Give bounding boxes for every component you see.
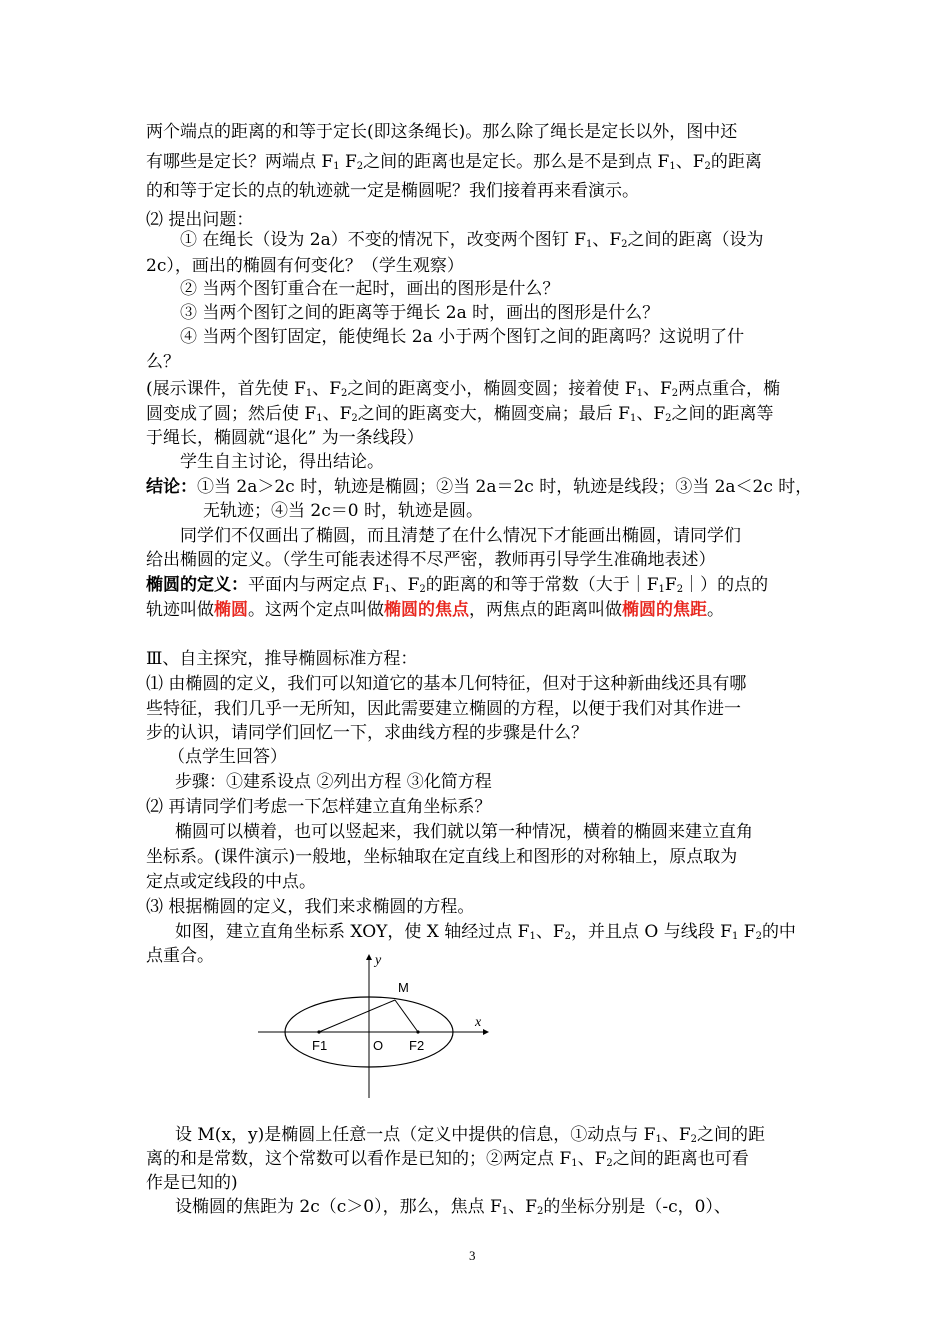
text: 之间的距离也可看 xyxy=(612,1149,749,1169)
text-line xyxy=(146,1171,238,1195)
text: (展示课件，首先使 F xyxy=(146,379,306,399)
text: ② 当两个图钉重合在一起时，画出的图形是什么？ xyxy=(180,279,560,299)
text: 么？ xyxy=(146,352,180,372)
subscript: 1 xyxy=(655,1134,662,1145)
text-line xyxy=(146,426,424,450)
text: 两点重合，椭 xyxy=(678,379,781,399)
text: 、F xyxy=(642,379,672,399)
text: 。 xyxy=(707,600,724,620)
subscript: 1 xyxy=(636,388,643,399)
text: ⑴ 由椭圆的定义，我们可以知道它的基本几何特征，但对于这种新曲线还具有哪 xyxy=(146,674,747,694)
text: （点学生回答） xyxy=(168,747,287,767)
focus-F1-point xyxy=(317,1030,320,1033)
text-line xyxy=(146,895,474,919)
x-axis-arrow xyxy=(483,1029,489,1035)
subscript: 2 xyxy=(671,388,679,399)
subscript: 2 xyxy=(564,931,572,942)
text: ① 在绳长（设为 2a）不变的情况下，改变两个图钉 F xyxy=(180,230,586,250)
subscript: 1 xyxy=(669,161,676,172)
subscript: 2 xyxy=(704,161,711,172)
subscript: 2 xyxy=(351,413,358,424)
page-number: 3 xyxy=(469,1248,476,1263)
text: 给出椭圆的定义。（学生可能表述得不尽严密，教师再引导学生准确地表述） xyxy=(146,550,716,570)
text: 的距离 xyxy=(710,152,762,172)
text-line xyxy=(180,450,384,474)
subscript: 1 xyxy=(305,388,313,399)
y-axis-label: y xyxy=(375,953,382,968)
subscript: 2 xyxy=(606,1158,613,1169)
text: 于绳长，椭圆就“退化” 为一条线段） xyxy=(146,428,424,448)
text-line xyxy=(146,795,491,819)
text: 轨迹叫做 xyxy=(146,600,214,620)
focus-F1-label: F1 xyxy=(312,1038,328,1053)
text: F xyxy=(339,152,357,172)
text-line xyxy=(146,377,780,401)
highlight-term: 椭圆的焦点 xyxy=(384,600,469,620)
highlight-term: 椭圆的焦距 xyxy=(622,600,707,620)
text-line xyxy=(203,499,483,523)
text: 如图，建立直角坐标系 XOY，使 X 轴经过点 F xyxy=(175,922,530,942)
text: 的距离的和等于常数（大于｜F xyxy=(425,575,659,595)
text: 设 M(x，y)是椭圆上任意一点（定义中提供的信息，①动点与 F xyxy=(175,1125,656,1145)
text: ④ 当两个图钉固定，能使绳长 2a 小于两个图钉之间的距离吗？这说明了什 xyxy=(180,327,745,347)
text: 、F xyxy=(592,230,622,250)
text: 的中 xyxy=(761,922,796,942)
section-heading xyxy=(146,647,417,671)
text: 步的认识，请同学们回忆一下，求曲线方程的步骤是什么？ xyxy=(146,723,588,743)
text: 、F xyxy=(636,404,666,424)
subscript: 2 xyxy=(676,584,684,595)
text-line xyxy=(180,301,659,325)
subscript: 1 xyxy=(501,1206,509,1217)
segment-M-F2 xyxy=(395,1000,418,1032)
text-line xyxy=(146,944,214,968)
subscript: 2 xyxy=(621,239,628,250)
text-line xyxy=(146,721,588,745)
subscript: 1 xyxy=(658,584,665,595)
text-line xyxy=(146,475,812,499)
text: 之间的距离等 xyxy=(671,404,774,424)
text: 。这两个定点叫做 xyxy=(248,600,384,620)
subscript: 2 xyxy=(419,584,426,595)
text: 无轨迹；④当 2c＝0 时，轨迹是圆。 xyxy=(203,501,483,521)
text: 离的和是常数，这个常数可以看作是已知的；②两定点 F xyxy=(146,1149,572,1169)
y-axis-arrow xyxy=(366,954,372,960)
text: 之间的距离也是定长。那么是不是到点 F xyxy=(363,152,670,172)
text: 、F xyxy=(577,1149,607,1169)
subscript: 2 xyxy=(755,931,762,942)
text: 定点或定线段的中点。 xyxy=(146,872,316,892)
text-line xyxy=(146,598,724,622)
text: F xyxy=(664,575,677,595)
text-line xyxy=(146,350,180,374)
subscript: 2 xyxy=(341,388,348,399)
text: 同学们不仅画出了椭圆，而且清楚了在什么情况下才能画出椭圆，请同学们 xyxy=(180,526,741,546)
text: 之间的距离变大，椭圆变扁；最后 F xyxy=(357,404,630,424)
text: 之间的距离变小，椭圆变圆；接着使 F xyxy=(347,379,637,399)
text-line xyxy=(175,770,492,794)
definition-label: 椭圆的定义： xyxy=(146,575,248,595)
text: ⑵ 提出问题： xyxy=(146,210,254,230)
origin-O-label: O xyxy=(373,1038,384,1053)
text: ｜）的点的 xyxy=(683,575,769,595)
text-line xyxy=(175,1123,765,1147)
text-line xyxy=(175,820,753,844)
text: 之间的距离（设为 xyxy=(627,230,764,250)
text: 、F xyxy=(322,404,352,424)
text: ⑶ 根据椭圆的定义，我们来求椭圆的方程。 xyxy=(146,897,475,917)
focus-F2-point xyxy=(416,1030,419,1033)
text: 2c），画出的椭圆有何变化？（学生观察） xyxy=(146,256,464,276)
subscript: 1 xyxy=(529,931,536,942)
text: 的坐标分别是（-c，0）、 xyxy=(543,1197,731,1217)
text: 步骤：①建系设点 ②列出方程 ③化简方程 xyxy=(175,772,492,792)
text: 平面内与两定点 F xyxy=(248,575,385,595)
text: 圆变成了圆；然后使 F xyxy=(146,404,317,424)
text: 椭圆可以横着，也可以竖起来，我们就以第一种情况，横着的椭圆来建立直角 xyxy=(175,822,753,842)
text-line xyxy=(146,845,737,869)
subscript: 1 xyxy=(384,584,391,595)
subscript: 2 xyxy=(536,1206,544,1217)
text-line xyxy=(180,325,744,349)
text: 作是已知的) xyxy=(146,1173,238,1193)
text: 、F xyxy=(535,922,565,942)
text-line xyxy=(146,179,639,203)
text-line xyxy=(146,1147,749,1171)
text: 、F xyxy=(390,575,420,595)
text: ③ 当两个图钉之间的距离等于绳长 2a 时，画出的图形是什么？ xyxy=(180,303,660,323)
text: 学生自主讨论，得出结论。 xyxy=(180,452,384,472)
point-M-label: M xyxy=(398,980,409,995)
segment-F1-M xyxy=(319,1000,395,1032)
subscript: 1 xyxy=(629,413,637,424)
text-line xyxy=(168,745,287,769)
text-line xyxy=(180,228,764,252)
text: ，两焦点的距离叫做 xyxy=(469,600,622,620)
text-line xyxy=(146,254,464,278)
text: ⑵ 再请同学们考虑一下怎样建立直角坐标系？ xyxy=(146,797,492,817)
subscript: 1 xyxy=(316,413,323,424)
ellipse-coordinate-figure xyxy=(255,950,495,1100)
conclusion-label: 结论： xyxy=(146,477,197,497)
text: 坐标系。(课件演示)一般地，坐标轴取在定直线上和图形的对称轴上，原点取为 xyxy=(146,847,738,867)
text: 些特征，我们几乎一无所知，因此需要建立椭圆的方程，以便于我们对其作进一 xyxy=(146,699,741,719)
subscript: 1 xyxy=(333,161,340,172)
text: 之间的距 xyxy=(697,1125,766,1145)
subscript: 1 xyxy=(731,931,739,942)
text: 、F xyxy=(675,152,705,172)
text: 两个端点的距离的和等于定长(即这条绳长)。那么除了绳长是定长以外，图中还 xyxy=(146,122,738,142)
text: 、F xyxy=(508,1197,537,1217)
text-line xyxy=(146,150,762,174)
text-line xyxy=(146,672,746,696)
text-line xyxy=(146,697,741,721)
subscript: 2 xyxy=(690,1134,698,1145)
subscript: 1 xyxy=(585,239,593,250)
text: 、F xyxy=(312,379,342,399)
text-line xyxy=(175,1195,731,1219)
text: 的和等于定长的点的轨迹就一定是椭圆呢？我们接着再来看演示。 xyxy=(146,181,639,201)
subscript: 2 xyxy=(665,413,672,424)
focus-F2-label: F2 xyxy=(409,1038,425,1053)
text: ，并且点 O 与线段 F xyxy=(571,922,732,942)
text-line xyxy=(146,402,774,426)
x-axis-label: x xyxy=(475,1015,482,1030)
text-line xyxy=(175,920,796,944)
text: F xyxy=(738,922,756,942)
highlight-term: 椭圆 xyxy=(214,600,248,620)
text-line xyxy=(180,277,559,301)
subscript: 1 xyxy=(571,1158,578,1169)
text: 设椭圆的焦距为 2c（c＞0），那么，焦点 F xyxy=(175,1197,502,1217)
text: 、F xyxy=(661,1125,691,1145)
text: 点重合。 xyxy=(146,946,214,966)
text: 有哪些是定长？两端点 F xyxy=(146,152,334,172)
text: ①当 2a＞2c 时，轨迹是椭圆；②当 2a＝2c 时，轨迹是线段；③当 2a＜2c 时， xyxy=(197,477,813,497)
text-line xyxy=(146,548,716,572)
subscript: 2 xyxy=(356,161,364,172)
text: Ⅲ、自主探究，推导椭圆标准方程： xyxy=(146,649,418,669)
text-line xyxy=(146,120,737,144)
text-line xyxy=(146,870,316,894)
text-line xyxy=(180,524,741,548)
text-line xyxy=(146,573,768,597)
